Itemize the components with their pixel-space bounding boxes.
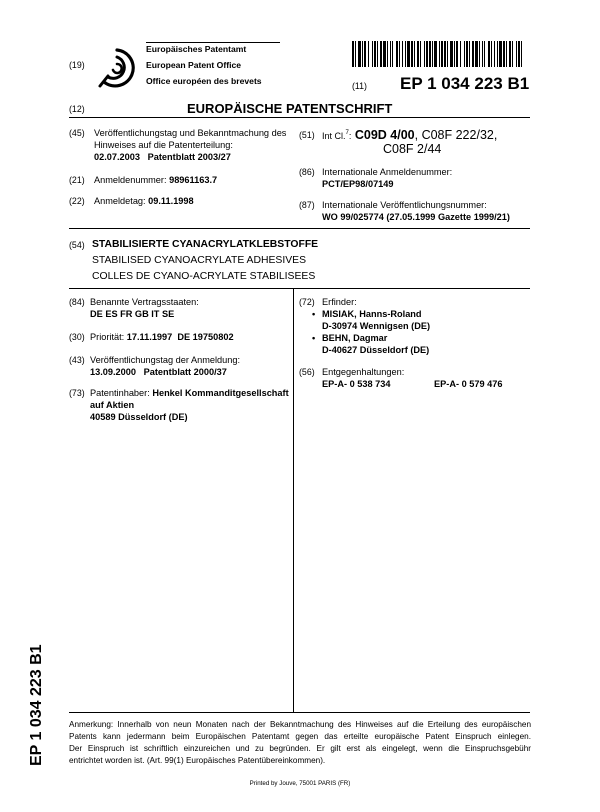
states-label: Benannte Vertragsstaaten:	[90, 297, 199, 307]
intl-pub-label: Internationale Veröffentlichungsnummer:	[322, 200, 487, 210]
cited-label: Entgegenhaltungen:	[322, 367, 405, 377]
code-86: (86)	[299, 167, 315, 177]
int-cl-label: Int Cl.	[322, 131, 346, 142]
code-11: (11)	[352, 81, 367, 91]
code-54: (54)	[69, 240, 85, 250]
code-73: (73)	[69, 388, 85, 398]
cited-document-2: EP-A- 0 579 476	[434, 379, 503, 389]
code-21: (21)	[69, 175, 85, 185]
code-12: (12)	[69, 104, 85, 114]
epo-logo-icon	[96, 46, 138, 90]
printer-footer: Printed by Jouve, 75001 PARIS (FR)	[249, 780, 351, 787]
app-pub-value: 13.09.2000 Patentblatt 2000/37	[90, 367, 227, 377]
office-name-fr: Office européen des brevets	[146, 76, 262, 86]
side-publication-number: EP 1 034 223 B1	[28, 644, 45, 766]
code-22: (22)	[69, 196, 85, 206]
header-rule-left	[146, 42, 280, 43]
note-line-1: Anmerkung: Innerhalb von neun Monaten nach der Bekanntmachung des Hinweises auf die Erteilung des europäischen	[69, 720, 531, 729]
priority-value: 17.11.1997 DE 19750802	[126, 332, 234, 342]
code-51: (51)	[299, 130, 315, 140]
owner-line-2: auf Aktien	[90, 400, 135, 410]
owner-line-3: 40589 Düsseldorf (DE)	[90, 412, 188, 422]
office-name-en: European Patent Office	[146, 60, 242, 70]
int-cl-rest-1: , C08F 222/32,	[414, 128, 498, 143]
application-date-row	[94, 195, 194, 207]
note-line-3: Der Einspruch ist schriftlich einzureichen und zu begründen. Er gilt erst als eingelegt, wenn die Einspruchsgebühr	[69, 744, 531, 753]
intl-pub-value: WO 99/025774 (27.05.1999 Gazette 1999/21)	[322, 212, 510, 222]
rule-title-bottom	[69, 288, 530, 289]
code-43: (43)	[69, 355, 85, 365]
application-date-value: 09.11.1998	[148, 196, 194, 206]
app-pub-label: Veröffentlichungstag der Anmeldung:	[90, 355, 240, 365]
code-56: (56)	[299, 367, 315, 377]
int-cl-rest-2: C08F 2/44	[383, 142, 442, 156]
rule-title-top	[69, 228, 530, 229]
rule-top	[69, 117, 530, 118]
inventor-2-address: D-40627 Düsseldorf (DE)	[322, 345, 430, 355]
column-divider	[293, 288, 294, 712]
priority-row	[90, 331, 234, 343]
title-en: STABILISED CYANOACRYLATE ADHESIVES	[92, 255, 307, 266]
application-number-row	[94, 174, 217, 186]
code-19: (19)	[69, 60, 85, 70]
code-84: (84)	[69, 297, 85, 307]
office-name-de: Europäisches Patentamt	[146, 44, 247, 54]
note-line-4: entrichtet worden ist. (Art. 99(1) Europäisches Patentübereinkommen).	[69, 756, 326, 765]
cited-document-1: EP-A- 0 538 734	[322, 379, 391, 389]
int-cl-main: C09D 4/00	[354, 128, 415, 143]
code-45: (45)	[69, 128, 85, 138]
inventor-2-name: • BEHN, Dagmar	[322, 332, 387, 344]
pub-date-value: 02.07.2003 Patentblatt 2003/27	[94, 152, 231, 162]
barcode-icon	[352, 41, 522, 67]
title-de: STABILISIERTE CYANACRYLATKLEBSTOFFE	[92, 239, 319, 250]
intl-app-value: PCT/EP98/07149	[322, 179, 394, 189]
note-line-2: Patents kann jedermann beim Europäischen Patentamt gegen das erteilte europäische Patent Einspruch einlegen.	[69, 732, 531, 741]
states-value: DE ES FR GB IT SE	[90, 309, 175, 319]
code-30: (30)	[69, 332, 85, 342]
pub-date-label-1: Veröffentlichungstag und Bekanntmachung des	[94, 128, 287, 138]
application-date-label: Anmeldetag:	[94, 196, 146, 206]
code-72: (72)	[299, 297, 315, 307]
code-87: (87)	[299, 200, 315, 210]
pub-date-label-2: Hinweises auf die Patenterteilung:	[94, 140, 233, 150]
title-fr: COLLES DE CYANO-ACRYLATE STABILISEES	[92, 271, 316, 282]
opposition-note	[69, 719, 531, 767]
document-type: EUROPÄISCHE PATENTSCHRIFT	[187, 101, 393, 116]
application-number-value: 98961163.7	[169, 175, 218, 185]
application-number-label: Anmeldenummer:	[94, 175, 167, 185]
inventor-1-address: D-30974 Wennigsen (DE)	[322, 321, 431, 331]
intl-app-label: Internationale Anmeldenummer:	[322, 167, 453, 177]
priority-label: Priorität:	[90, 332, 125, 342]
owner-label: Patentinhaber:	[90, 388, 150, 398]
inventor-label: Erfinder:	[322, 297, 357, 307]
inventor-1-name: • MISIAK, Hanns-Roland	[322, 308, 422, 320]
publication-number: EP 1 034 223 B1	[400, 74, 530, 93]
owner-line-1: Henkel Kommanditgesellschaft	[152, 388, 289, 398]
owner-row	[90, 387, 289, 399]
rule-bottom	[69, 712, 530, 713]
int-cl-row: Int Cl.$^7$: C09D 4/00, C08F 222/32,	[322, 128, 498, 143]
int-cl-sup: 7	[345, 130, 349, 136]
